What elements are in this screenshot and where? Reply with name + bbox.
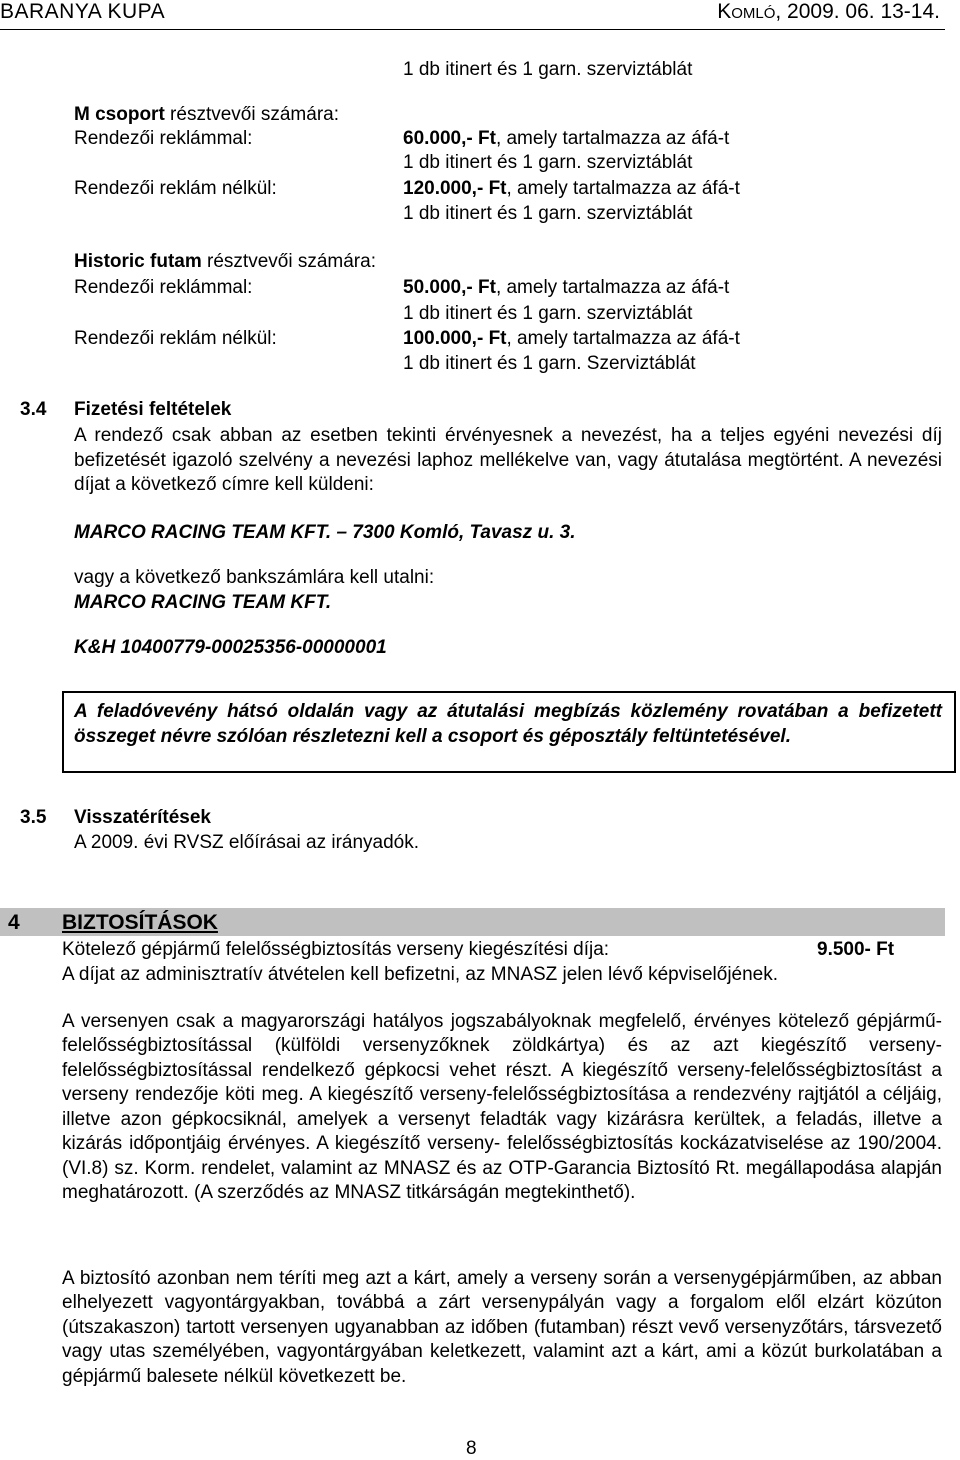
historic-without-ad-label: Rendezői reklám nélkül: <box>74 328 277 349</box>
historic-with-ad-amount: 50.000,- Ft <box>403 277 496 298</box>
historic-without-ad-amount: 100.000,- Ft <box>403 328 507 349</box>
mailing-address: MARCO RACING TEAM KFT. – 7300 Komló, Tavasz u. 3. <box>74 522 576 543</box>
insurance-paragraph-1: A versenyen csak a magyarországi hatályos jogszabályoknak megfelelő, érvényes kötelező gépjármű-felelősségbiztosítással (külföldi versenyzőknek zöldkártya) és az azt kiegészítő verseny-felelősségbiztosítással rendelkező gépkocsi vehet részt. A kiegészítő verseny-felelősségbiztosítást a verseny rendezője köti meg. A kiegészítő verseny-felelősségbiztosítása a rendezvény rajtjától a céljáig, illetve azon gépkocsiknál, amelyek a versenyt feladták vagy kizárásra kerültek, a feladás, illetve a kizárás időpontjáig érvényes. A kiegészítő verseny- felelősségbiztosítás kockázatviselése az 190/2004. (VI.8) sz. Korm. rendelet, valamint az MNASZ és az OTP-Garancia Biztosító Rt. megállapodása alapján meghatározott. (A szerződés az MNASZ titkárságán megtekinthető). <box>62 1011 942 1204</box>
bank-intro: vagy a következő bankszámlára kell utalni: <box>74 567 435 588</box>
historic-with-ad-fee <box>403 277 729 299</box>
m-with-ad-suffix: , amely tartalmazza az áfá-t <box>495 128 730 149</box>
historic-without-ad-suffix: , amely tartalmazza az áfá-t <box>506 328 740 349</box>
m-group-heading <box>74 104 339 126</box>
bank-account: K&H 10400779-00025356-00000001 <box>74 637 387 658</box>
historic-without-ad-fee <box>403 328 740 350</box>
m-with-ad-items: 1 db itinert és 1 garn. szerviztáblát <box>403 152 693 173</box>
section-3-5-title: Visszatérítések <box>74 807 211 828</box>
historic-heading-rest: résztvevői számára: <box>201 251 376 272</box>
m-without-ad-suffix: , amely tartalmazza az áfá-t <box>506 178 740 199</box>
m-without-ad-fee <box>403 178 740 200</box>
header-divider <box>0 29 945 30</box>
insurance-fee-label: Kötelező gépjármű felelősségbiztosítás verseny kiegészítési díja: <box>62 939 610 960</box>
m-without-ad-amount: 120.000,- Ft <box>403 178 507 199</box>
m-group-heading-bold: M csoport <box>74 104 165 125</box>
m-with-ad-fee <box>403 128 729 150</box>
insurance-fee-amount: 9.500- Ft <box>817 939 895 960</box>
page-header <box>0 0 960 28</box>
historic-heading <box>74 251 376 273</box>
page-number: 8 <box>466 1438 477 1459</box>
m-with-ad-label: Rendezői reklámmal: <box>74 128 253 149</box>
notice-text: A feladóvevény hátsó oldalán vagy az átutalási megbízás közlemény rovatában a befizetett összeget névre szólóan részletezni kell a csoport és géposztály feltüntetésével. <box>74 701 942 747</box>
section-4-title: BIZTOSÍTÁSOK <box>62 911 218 934</box>
m-without-ad-label: Rendezői reklám nélkül: <box>74 178 277 199</box>
insurance-paragraph-2: A biztosító azonban nem téríti meg azt a kárt, amely a verseny során a versenygépjárműben, az abban elhelyezett vagyontárgyakban, továbbá a zárt versenypályán vagy a forgalom elől elzárt közúton (útszakaszon) tartott versenyen ugyanabban az időben (futamban) részt vevő versenyzőtárs, társvezető vagy utas személyében, vagyontárgyában keletkezett, valamint azt a kárt, ami a közút burkolatában a gépjármű balesete nélkül következett be. <box>62 1268 942 1387</box>
section-3-4-title: Fizetési feltételek <box>74 399 232 420</box>
historic-without-ad-items: 1 db itinert és 1 garn. Szerviztáblát <box>403 353 696 374</box>
m-group-heading-rest: résztvevői számára: <box>164 104 340 125</box>
m-without-ad-items: 1 db itinert és 1 garn. szerviztáblát <box>403 203 693 224</box>
historic-with-ad-suffix: , amely tartalmazza az áfá-t <box>495 277 730 298</box>
fee-items-continued: 1 db itinert és 1 garn. szerviztáblát <box>403 59 693 80</box>
section-3-5-number: 3.5 <box>20 807 47 828</box>
bank-name: MARCO RACING TEAM KFT. <box>74 592 332 613</box>
m-with-ad-amount: 60.000,- Ft <box>403 128 496 149</box>
header-location-date: Komló, 2009. 06. 13-14. <box>717 0 940 23</box>
refund-text: A 2009. évi RVSZ előírásai az irányadók. <box>74 832 420 853</box>
payment-terms-paragraph: A rendező csak abban az esetben tekinti érvényesnek a nevezést, ha a teljes egyéni nevezési díj befizetését igazoló szelvény a nevezési laphoz mellékelve van, vagy átutalása megtörtént. A nevezési díjat a következő címre kell küldeni: <box>74 425 942 496</box>
header-event-name: BARANYA KUPA <box>0 0 166 23</box>
historic-with-ad-items: 1 db itinert és 1 garn. szerviztáblát <box>403 303 693 324</box>
insurance-fee-note: A díjat az adminisztratív átvételen kell befizetni, az MNASZ jelen lévő képviselőjének. <box>62 964 779 985</box>
historic-heading-bold: Historic futam <box>74 251 202 272</box>
section-4-number: 4 <box>8 911 20 934</box>
historic-with-ad-label: Rendezői reklámmal: <box>74 277 253 298</box>
section-3-4-number: 3.4 <box>20 399 47 420</box>
